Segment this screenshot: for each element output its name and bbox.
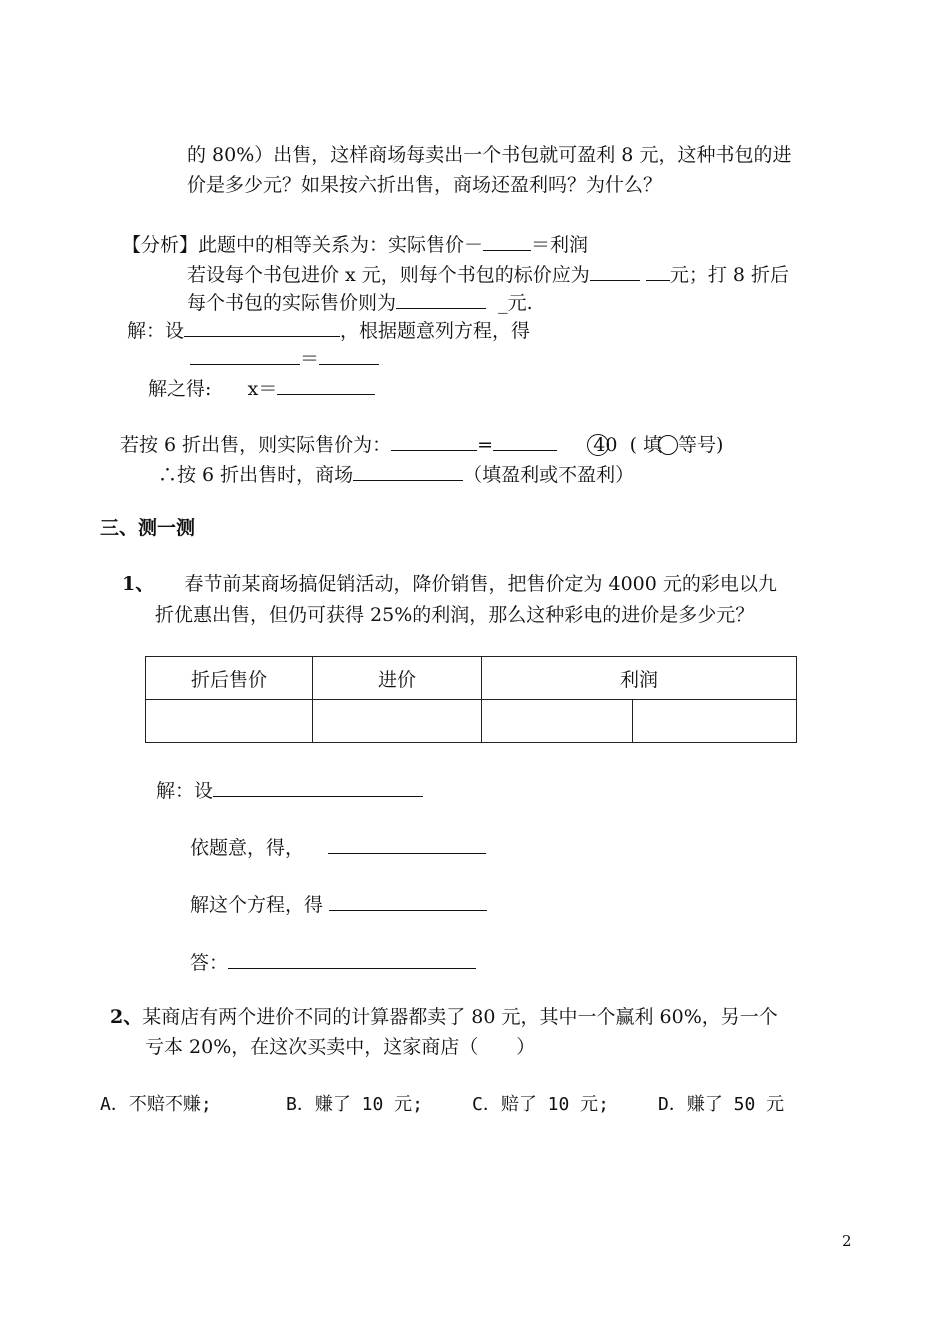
table-header-cell: 进价 (313, 657, 482, 700)
blank (328, 833, 486, 854)
q2-line-1 (110, 1005, 778, 1029)
analysis-text-3b: _元. (498, 292, 533, 314)
option-b: B．赚了 10 元; (286, 1094, 424, 1115)
option-c: C．赔了 10 元; (472, 1094, 610, 1115)
q1-number: 1、 (122, 573, 155, 595)
analysis-text-2a: 若设每个书包进价 x 元，则每个书包的标价应为 (187, 264, 590, 286)
circle-number: 40 (593, 434, 618, 456)
discount6-line-2 (158, 460, 634, 487)
analysis-text-2b: 元；打 8 折后 (669, 264, 790, 286)
blank (190, 344, 300, 365)
analysis-label: 【分析】 (122, 234, 199, 256)
blank (391, 430, 477, 451)
solution-let-a: 解：设 (127, 320, 185, 342)
section-title: 三、测一测 (100, 517, 196, 539)
x-equals: x＝ (247, 378, 278, 400)
blank (590, 260, 640, 281)
table-cell (482, 700, 633, 743)
solve-label: 解之得: (148, 378, 212, 400)
blank (213, 776, 423, 797)
solution-let-b: ，根据题意列方程，得 (340, 320, 531, 342)
solution-equation-line (190, 344, 379, 371)
solution-let-line (127, 316, 530, 343)
discount6-eq: = (477, 434, 494, 456)
table-row (146, 700, 797, 743)
discount6-text-2b: （填盈利或不盈利） (463, 464, 635, 486)
equals-sign: ＝ (300, 348, 320, 370)
table-header-cell: 折后售价 (146, 657, 313, 700)
q1-line-2: 折优惠出售，但仍可获得 25%的利润，那么这种彩电的进价是多少元？ (155, 604, 755, 626)
analysis-line-1 (122, 230, 588, 257)
option-d: D．赚了 50 元 (658, 1094, 785, 1115)
q1-by-meaning: 依题意，得， (190, 837, 305, 859)
q2-number: 2、 (110, 1006, 143, 1028)
q2-text-1: 某商店有两个进价不同的计算器都卖了 80 元，其中一个赢利 60%，另一个 (142, 1006, 778, 1028)
analysis-line-2 (187, 260, 789, 287)
blank (483, 230, 531, 251)
option-a: A．不赔不赚; (100, 1094, 212, 1115)
analysis-text-1a: 此题中的相等关系为：实际售价－ (198, 234, 484, 256)
q1-text-1: 春节前某商场搞促销活动，降价销售，把售价定为 4000 元的彩电以九 (184, 573, 777, 595)
q1-let-line (156, 776, 423, 803)
q1-answer-line (190, 948, 476, 975)
q2-line-2: 亏本 20%，在这次买卖中，这家商店（ ） (145, 1036, 536, 1058)
q1-meaning-line (190, 833, 486, 860)
blank (184, 316, 340, 337)
q1-let: 解：设 (156, 780, 214, 802)
blank (319, 344, 379, 365)
q2-options (100, 1093, 784, 1117)
analysis-text-1b: ＝利润 (531, 234, 589, 256)
blank (277, 374, 375, 395)
discount6-text-d: 等号) (678, 434, 724, 456)
discount6-line-1 (120, 430, 723, 457)
page-number: 2 (842, 1232, 852, 1250)
discount6-text-a: 若按 6 折出售，则实际售价为： (120, 434, 392, 456)
blank (228, 948, 476, 969)
q1-answer: 答： (190, 952, 229, 974)
intro-line-1: 的 80%）出售，这样商场每卖出一个书包就可盈利 8 元，这种书包的进 (187, 144, 792, 166)
blank (646, 260, 670, 281)
q1-table (145, 656, 797, 743)
table-header-row (146, 657, 797, 700)
blank (396, 288, 486, 309)
q1-solve: 解这个方程，得 (190, 894, 324, 916)
blank (329, 890, 487, 911)
table-cell (313, 700, 482, 743)
discount6-text-c: ( 填 (629, 434, 663, 456)
table-header-cell: 利润 (482, 657, 797, 700)
table-cell (146, 700, 313, 743)
table-cell (633, 700, 797, 743)
solution-result-line (148, 374, 375, 401)
circle-mark-2 (658, 435, 678, 455)
q1-solve-line (190, 890, 487, 917)
analysis-line-3 (187, 288, 533, 315)
discount6-text-2a: ∴按 6 折出售时，商场 (158, 464, 354, 486)
blank (353, 460, 463, 481)
q1-line-1 (122, 572, 777, 596)
blank (493, 430, 557, 451)
analysis-text-3a: 每个书包的实际售价则为 (187, 292, 397, 314)
intro-line-2: 价是多少元？如果按六折出售，商场还盈利吗？为什么？ (187, 174, 663, 196)
